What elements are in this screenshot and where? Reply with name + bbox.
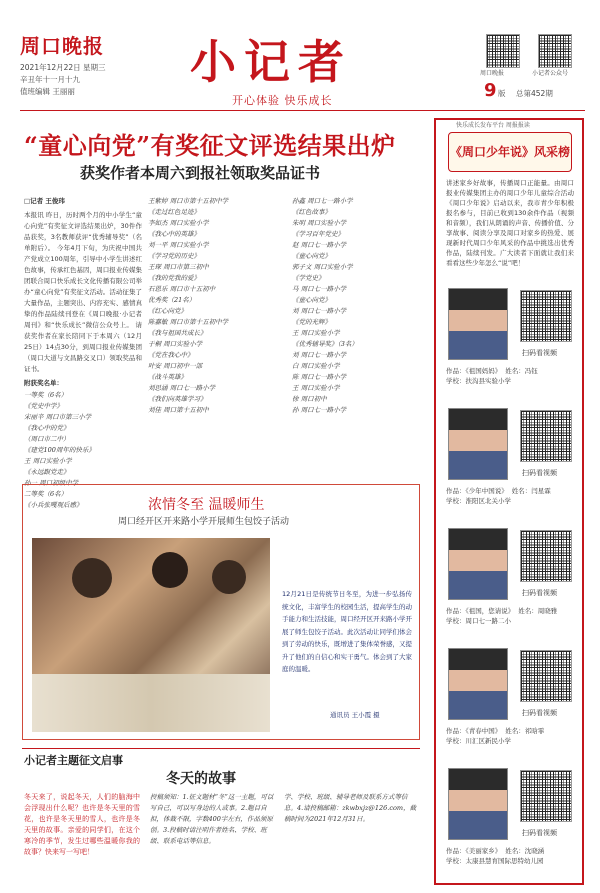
student-info (446, 486, 555, 506)
student-school: 学校：川汇区新民小学 (446, 737, 511, 745)
winner-line: 刘 周口七一路小学 (292, 307, 347, 315)
student-name: 姓名：祁晗霏 (505, 727, 545, 735)
winter-subtitle: 周口经开区开来路小学开展师生包饺子活动 (118, 517, 290, 527)
winner-line: 刘思涵 周口七一路小学 (148, 384, 216, 392)
paper-logo: 周口晚报 (20, 34, 104, 58)
winner-line: 《永远跟党走》 (24, 468, 70, 476)
winner-line: 宋丽辛 周口市第三小学 (24, 413, 92, 421)
video-qr-code[interactable] (520, 290, 572, 342)
winner-line: 《战斗英雄》 (148, 373, 187, 381)
scan-label: 扫码看视频 (522, 829, 557, 837)
student-name: 姓名：闫星霖 (511, 487, 551, 495)
winner-line: 《党史中学》 (24, 402, 63, 410)
winner-line: 王 周口实验小学 (292, 329, 340, 337)
winner-line: 《学党史》 (292, 274, 325, 282)
video-qr-code[interactable] (520, 650, 572, 702)
lunar-date: 辛丑年十一月十九 (20, 75, 80, 84)
video-qr-code[interactable] (520, 530, 572, 582)
student-info (446, 606, 561, 626)
student-work: 作品：《美丽家乡》 (446, 847, 502, 855)
winner-line: 《优秀辅导奖》（3名） (292, 340, 358, 348)
page-number: 9 (484, 80, 497, 101)
winner-line: 《红色故事》 (292, 208, 331, 216)
winner-line: 二等奖（6名） (24, 490, 68, 498)
student-work: 作品：《祖国，您请说》 (446, 607, 515, 615)
sidebar-item (440, 524, 580, 644)
winner-line: 《我心中的党》 (24, 424, 70, 432)
qr-label: 小记者公众号 (532, 70, 569, 77)
sidebar-banner: 《周口少年说》风采榜 (448, 132, 572, 172)
qr-code[interactable] (538, 34, 572, 68)
essay-title: 冬天的故事 (166, 771, 236, 787)
article-body: 本报讯 昨日，历时两个月的中小学生“童心向党”有奖征文评选结果出炉，30件作品获奖，3名教师获评“优秀辅导奖”（名单附后）。 今年4月下旬，为庆祝中国共产党成立100周年，引导中小学生讲述红色故事，传承红色基因，周口报业传媒集团联合周口快乐成长文化传播有限公司举办“童心向党”有奖征文活动。活动征集了大量作品，主题突出、内容充实、感情真挚的作品陆续刊登在《周口晚报·小记者周刊》和“快乐成长”微信公众号上。 请获奖作者在家长陪同下于本周六（12月25日）14点30分，到周口报业传媒集团（周口大道与文昌路交叉口）领取奖品和证书。 (24, 211, 142, 373)
winner-line: 陈嘉敏 周口市第十五初中学 (148, 318, 229, 326)
masthead-divider (20, 110, 585, 111)
winner-line: 白 周口实验小学 (292, 362, 340, 370)
sidebar-item (440, 644, 580, 764)
winner-line: 《我的党我的爱》 (148, 274, 200, 282)
article-subhead: 获奖作者本周六到报社领取奖品证书 (80, 164, 321, 182)
winner-line: 石恩乐 周口市十五初中 (148, 285, 216, 293)
winner-line: 孙一 周口初级中学 (24, 479, 79, 487)
winner-line: 王 周口实验小学 (292, 384, 340, 392)
winner-line: 《走过红色足迹》 (148, 208, 200, 216)
winner-line: 《我与祖国共成长》 (148, 329, 207, 337)
section-slogan: 开心体验 快乐成长 (232, 94, 333, 107)
winner-line: 《我们向英雄学习》 (148, 395, 207, 403)
winner-line: （周口市二中） (24, 435, 70, 443)
winner-line: 孙鑫 周口七一路小学 (292, 197, 353, 205)
winner-line: 马 周口七一路小学 (292, 285, 347, 293)
winner-line: 《童心向党》 (292, 296, 331, 304)
essay-col-1: 冬天来了，说起冬天，人们的脑海中会浮现出什么呢？也许是冬天里的雪花，也许是冬天里的雪人，也许是冬天里的故事。亲爱的同学们，在这个寒冷的季节，发生过哪些温暖你我的故事？快来写一写吧！ (24, 793, 140, 856)
winner-line: 赵 周口七一路小学 (292, 241, 347, 249)
qr-label: 周口晚报 (480, 70, 505, 77)
student-photo (448, 408, 508, 480)
sidebar-header: 快乐成长发布平台 周报报读 (456, 122, 530, 129)
sidebar-item (440, 284, 580, 404)
student-info (446, 726, 548, 746)
winner-line: 《我心中的英雄》 (148, 230, 200, 238)
essay-section: 小记者主题征文启事 (24, 754, 123, 767)
winner-line: 徐 周口初中 (292, 395, 327, 403)
scan-label: 扫码看视频 (522, 589, 557, 597)
winner-line: 刘 周口七一路小学 (292, 351, 347, 359)
winner-line: 叶安 周口初中一部 (148, 362, 203, 370)
winner-line: 王琛 周口市第三初中 (148, 263, 209, 271)
winner-line: 刘佳 周口第十五初中 (148, 406, 209, 414)
student-school: 学校：扶沟县实验小学 (446, 377, 511, 385)
winner-line: 《学习党的历史》 (148, 252, 200, 260)
essay-col-3: 学、学校、班级、辅导老师及联系方式等信息。4.请投稿邮箱：zkwbxjz@126.com，截稿时间为2021年12月31日。 (284, 793, 417, 823)
qr-code[interactable] (486, 34, 520, 68)
scan-label: 扫码看视频 (522, 469, 557, 477)
winner-line: 郭子文 周口实验小学 (292, 263, 353, 271)
winner-line: 朱明 周口实验小学 (292, 219, 347, 227)
winter-byline: 通讯员 王小霞 摄 (330, 711, 380, 719)
student-info (446, 366, 542, 386)
student-school: 学校：太康县慧育国际思特幼儿园 (446, 857, 544, 865)
article-headline: “童心向党”有奖征文评选结果出炉 (24, 131, 396, 160)
winner-line: 于桐 周口实验小学 (148, 340, 203, 348)
winner-line: 《红心向党》 (148, 307, 187, 315)
dumpling-photo (32, 538, 270, 732)
video-qr-code[interactable] (520, 410, 572, 462)
student-work: 作品：《祖国妈妈》 (446, 367, 502, 375)
winners-column-2 (148, 196, 288, 416)
winner-line: 《学习百年党史》 (292, 230, 344, 238)
issue-number: 总第452期 (516, 89, 553, 98)
video-qr-code[interactable] (520, 770, 572, 822)
masthead-meta (20, 62, 106, 98)
winner-line: 《党的光辉》 (292, 318, 331, 326)
winner-line: 李如杰 周口实验小学 (148, 219, 209, 227)
winter-title: 浓情冬至 温暖师生 (148, 497, 265, 513)
student-name: 姓名：沈晓涵 (505, 847, 545, 855)
essay-divider (22, 748, 420, 749)
winner-line: 优秀奖（21名） (148, 296, 196, 304)
student-school: 学校：淮阳区北关小学 (446, 497, 511, 505)
winner-line: 《建党100周年的快乐》 (24, 446, 95, 454)
sidebar-item (440, 404, 580, 524)
student-photo (448, 768, 508, 840)
student-photo (448, 648, 508, 720)
student-info (446, 846, 548, 866)
winner-line: 陈 周口七一路小学 (292, 373, 347, 381)
winner-line: 《党在我心中》 (148, 351, 194, 359)
sidebar-item-list (440, 284, 580, 884)
essay-col-2: 投稿须知：1.征文题材“冬”这一主题，可以写自己，可以写身边的人或事。2.题目自拟，体裁不限，字数400字左右，作品须原创。3.投稿时请注明作者姓名、学校、班级、联系电话等信息。 (150, 793, 274, 845)
student-work: 作品：《青春中国》 (446, 727, 502, 735)
student-photo (448, 528, 508, 600)
section-title: 小记者 (190, 35, 352, 89)
page-label: 版 (498, 89, 506, 98)
scan-label: 扫码看视频 (522, 709, 557, 717)
winner-line: 刘一平 周口实验小学 (148, 241, 209, 249)
winner-line: 王紫婷 周口市第十五初中学 (148, 197, 229, 205)
winter-body: 12月21日是传统节日冬至，为进一步弘扬传统文化，丰富学生的校园生活，提高学生的动手能力和生活技能，周口经开区开来路小学开展了师生包饺子活动。此次活动让同学们体会到了劳动的快乐，既增进了集体荣誉感，又提升了他们的自信心和实干勇气。体会到了大家庭的温暖。 (282, 590, 412, 673)
sidebar-item (440, 764, 580, 884)
winners-column-3 (292, 196, 428, 416)
editors: 值班编辑 王丽丽 (20, 87, 75, 96)
issue-date: 2021年12月22日 星期三 (20, 63, 106, 72)
winner-line: 《童心向党》 (292, 252, 331, 260)
list-header: 附获奖名单： (24, 379, 63, 387)
winner-line: 孙 周口七一路小学 (292, 406, 347, 414)
winner-line: 王 周口实验小学 (24, 457, 72, 465)
byline: □记者 王俊玮 (24, 197, 65, 205)
student-work: 作品：《少年中国说》 (446, 487, 508, 495)
winner-line: 一等奖（6名） (24, 391, 68, 399)
scan-label: 扫码看视频 (522, 349, 557, 357)
student-school: 学校：周口七一路二小 (446, 617, 511, 625)
student-name: 姓名：周晓雅 (518, 607, 558, 615)
student-name: 姓名：冯钰 (505, 367, 538, 375)
winner-line: 《小兵张嘎观后感》 (24, 501, 83, 509)
sidebar-intro: 讲述家乡好故事，传播周口正能量。由周口报业传媒集团主办的周口少年儿童综合活动《周口少年说》启动以来，我市青少年积极报名参与，目前已收到130余件作品（视频和音频），我们从朗诵的声音、传播价值、分享故事、阅读分享及周口对家乡的热爱、展现新时代周口少年风采的作品中挑选出优秀作品，陆续刊发。广大读者下面就让我们来看看这些少年怎么“说”吧！ (446, 179, 574, 267)
student-photo (448, 288, 508, 360)
